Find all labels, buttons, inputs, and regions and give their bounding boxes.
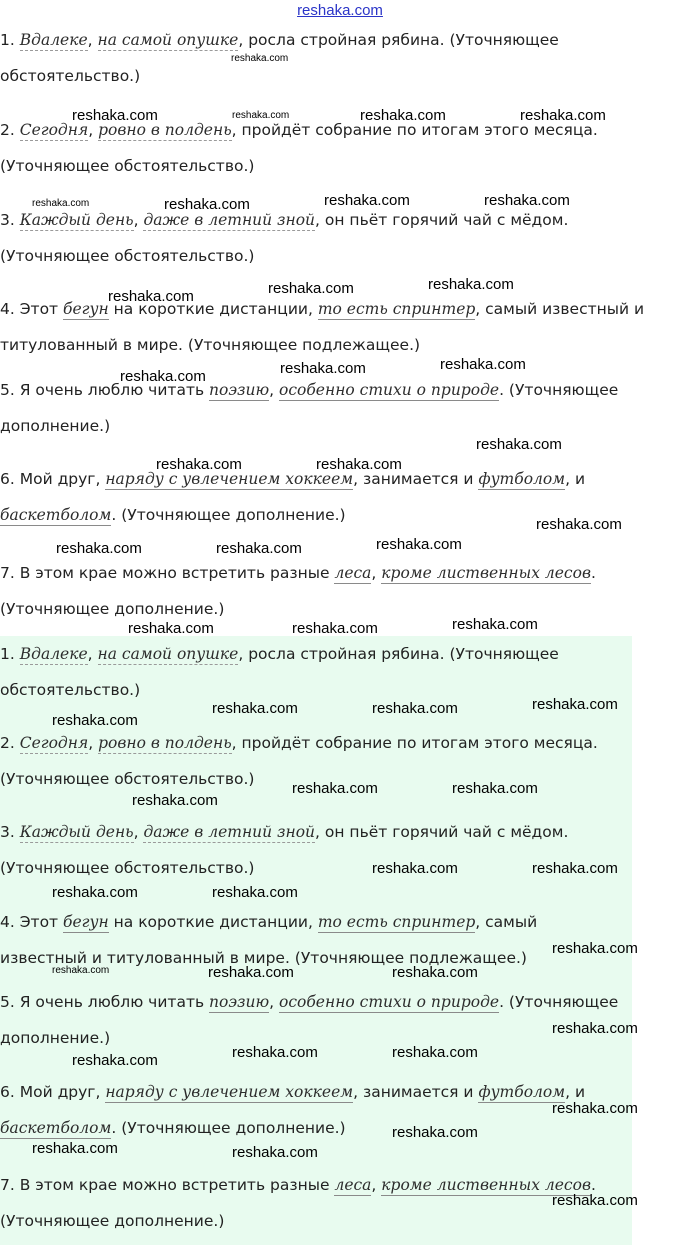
sentence-number: 3. [0, 823, 15, 841]
watermark: reshaka.com [532, 860, 618, 877]
sentence-text: . (Уточняющее дополнение.) [0, 564, 596, 618]
punctuation: , [269, 993, 275, 1011]
watermark: reshaka.com [212, 700, 298, 717]
watermark: reshaka.com [52, 712, 138, 729]
sentence-text: 6. Мой друг, [0, 470, 101, 488]
sentence-text: , росла стройная рябина. (Уточняющее обстоятельство.) [0, 31, 559, 85]
sentence-text: . (Уточняющее дополнение.) [0, 993, 619, 1047]
watermark: reshaka.com [316, 456, 402, 473]
watermark: reshaka.com [232, 1044, 318, 1061]
sentence-7 [0, 1167, 628, 1239]
watermark: reshaka.com [52, 884, 138, 901]
watermark: reshaka.com [440, 356, 526, 373]
adverbial-clarifying: на самой опушке [97, 31, 239, 49]
watermark: reshaka.com [32, 1140, 118, 1157]
sentence-6 [0, 1074, 628, 1146]
watermark: reshaka.com [231, 53, 289, 64]
watermark: reshaka.com [32, 198, 90, 209]
sentence-7 [0, 555, 676, 627]
object-general: поэзию [209, 993, 270, 1011]
subject-general: бегун [63, 300, 109, 318]
adverbial-general: Каждый день [19, 211, 134, 229]
punctuation: , и [565, 1083, 586, 1101]
watermark: reshaka.com [108, 288, 194, 305]
watermark: reshaka.com [520, 107, 606, 124]
watermark: reshaka.com [52, 965, 110, 976]
punctuation: , [133, 211, 139, 229]
object-general: футболом [478, 470, 566, 488]
watermark: reshaka.com [552, 940, 638, 957]
adverbial-clarifying: на самой опушке [97, 645, 239, 663]
subject-clarifying: то есть спринтер [317, 913, 476, 931]
adverbial-general: Вдалеке [19, 645, 88, 663]
watermark: reshaka.com [232, 110, 290, 121]
watermark: reshaka.com [292, 780, 378, 797]
watermark: reshaka.com [452, 780, 538, 797]
watermark: reshaka.com [324, 192, 410, 209]
adverbial-clarifying: даже в летний зной [143, 211, 316, 229]
watermark: reshaka.com [376, 536, 462, 553]
sentence-text: на короткие дистанции, [113, 913, 313, 931]
watermark: reshaka.com [292, 620, 378, 637]
sentence-text: 4. Этот [0, 300, 59, 318]
sentence-text: , занимается и [353, 470, 474, 488]
punctuation: , [371, 564, 377, 582]
sentence-number: 1. [0, 645, 15, 663]
punctuation: , [87, 645, 93, 663]
watermark: reshaka.com [212, 884, 298, 901]
punctuation: , [269, 381, 275, 399]
watermark: reshaka.com [280, 360, 366, 377]
watermark: reshaka.com [128, 620, 214, 637]
sentence-text: 6. Мой друг, [0, 1083, 101, 1101]
watermark: reshaka.com [120, 368, 206, 385]
sentence-number: 1. [0, 31, 15, 49]
punctuation: , [88, 734, 94, 752]
subject-general: бегун [63, 913, 109, 931]
object-general: футболом [478, 1083, 566, 1101]
watermark: reshaka.com [72, 1052, 158, 1069]
object-clarifying: кроме лиственных лесов [381, 564, 591, 582]
watermark: reshaka.com [216, 540, 302, 557]
watermark: reshaka.com [428, 276, 514, 293]
punctuation: , [133, 823, 139, 841]
sentence-text: , пройдёт собрание по итогам этого месяца. (Уточняющее обстоятельство.) [0, 121, 598, 175]
adverbial-general: Сегодня [19, 734, 89, 752]
sentence-text: . (Уточняющее дополнение.) [0, 381, 619, 435]
watermark: reshaka.com [552, 1020, 638, 1037]
watermark: reshaka.com [372, 860, 458, 877]
object-clarifying: наряду с увлечением хоккеем [105, 470, 354, 488]
sentence-text: 7. В этом крае можно встретить разные [0, 1176, 330, 1194]
sentence-text: , он пьёт горячий чай с мёдом. (Уточняющее обстоятельство.) [0, 823, 569, 877]
watermark: reshaka.com [552, 1192, 638, 1209]
adverbial-general: Каждый день [19, 823, 134, 841]
object-general: леса [334, 1176, 372, 1194]
object-general: баскетболом [0, 1119, 112, 1137]
watermark: reshaka.com [372, 700, 458, 717]
sentence-text: на короткие дистанции, [113, 300, 313, 318]
watermark: reshaka.com [532, 696, 618, 713]
watermark: reshaka.com [268, 280, 354, 297]
watermark: reshaka.com [360, 107, 446, 124]
watermark: reshaka.com [56, 540, 142, 557]
adverbial-clarifying: ровно в полдень [98, 121, 232, 139]
sentence-text: , самый известный и титулованный в мире. (Уточняющее подлежащее.) [0, 300, 645, 354]
sentence-text: . (Уточняющее дополнение.) [111, 506, 346, 524]
watermark: reshaka.com [476, 436, 562, 453]
sentence-text: 5. Я очень люблю читать [0, 381, 205, 399]
watermark: reshaka.com [392, 1124, 478, 1141]
sentence-1 [0, 22, 676, 94]
object-clarifying: особенно стихи о природе [279, 381, 500, 399]
sentence-text: 4. Этот [0, 913, 59, 931]
watermark: reshaka.com [484, 192, 570, 209]
sentence-text: 7. В этом крае можно встретить разные [0, 564, 330, 582]
watermark: reshaka.com [536, 516, 622, 533]
punctuation: , и [565, 470, 586, 488]
object-general: леса [334, 564, 372, 582]
adverbial-general: Сегодня [19, 121, 89, 139]
watermark: reshaka.com [156, 456, 242, 473]
watermark: reshaka.com [392, 964, 478, 981]
watermark: reshaka.com [164, 196, 250, 213]
punctuation: , [88, 121, 94, 139]
site-link[interactable]: reshaka.com [297, 2, 383, 19]
sentence-text: , он пьёт горячий чай с мёдом. (Уточняющее обстоятельство.) [0, 211, 569, 265]
sentence-5 [0, 372, 676, 444]
object-general: баскетболом [0, 506, 112, 524]
adverbial-clarifying: даже в летний зной [143, 823, 316, 841]
watermark: reshaka.com [132, 792, 218, 809]
punctuation: , [87, 31, 93, 49]
sentence-text: . (Уточняющее дополнение.) [0, 1176, 596, 1230]
watermark: reshaka.com [232, 1144, 318, 1161]
object-clarifying: особенно стихи о природе [279, 993, 500, 1011]
sentence-text: , росла стройная рябина. (Уточняющее обстоятельство.) [0, 645, 559, 699]
sentence-text: . (Уточняющее дополнение.) [111, 1119, 346, 1137]
watermark: reshaka.com [552, 1100, 638, 1117]
watermark: reshaka.com [208, 964, 294, 981]
watermark: reshaka.com [392, 1044, 478, 1061]
adverbial-general: Вдалеке [19, 31, 88, 49]
sentence-number: 2. [0, 121, 15, 139]
sentence-text: , пройдёт собрание по итогам этого месяца. (Уточняющее обстоятельство.) [0, 734, 598, 788]
object-clarifying: кроме лиственных лесов [381, 1176, 591, 1194]
watermark: reshaka.com [452, 616, 538, 633]
subject-clarifying: то есть спринтер [317, 300, 476, 318]
sentence-text: 5. Я очень люблю читать [0, 993, 205, 1011]
sentence-number: 3. [0, 211, 15, 229]
sentence-number: 2. [0, 734, 15, 752]
object-general: поэзию [209, 381, 270, 399]
sentence-3 [0, 202, 676, 274]
punctuation: , [371, 1176, 377, 1194]
sentence-text: , занимается и [353, 1083, 474, 1101]
watermark: reshaka.com [72, 107, 158, 124]
adverbial-clarifying: ровно в полдень [98, 734, 232, 752]
sentence-text: , самый известный и титулованный в мире. (Уточняющее подлежащее.) [0, 913, 538, 967]
object-clarifying: наряду с увлечением хоккеем [105, 1083, 354, 1101]
